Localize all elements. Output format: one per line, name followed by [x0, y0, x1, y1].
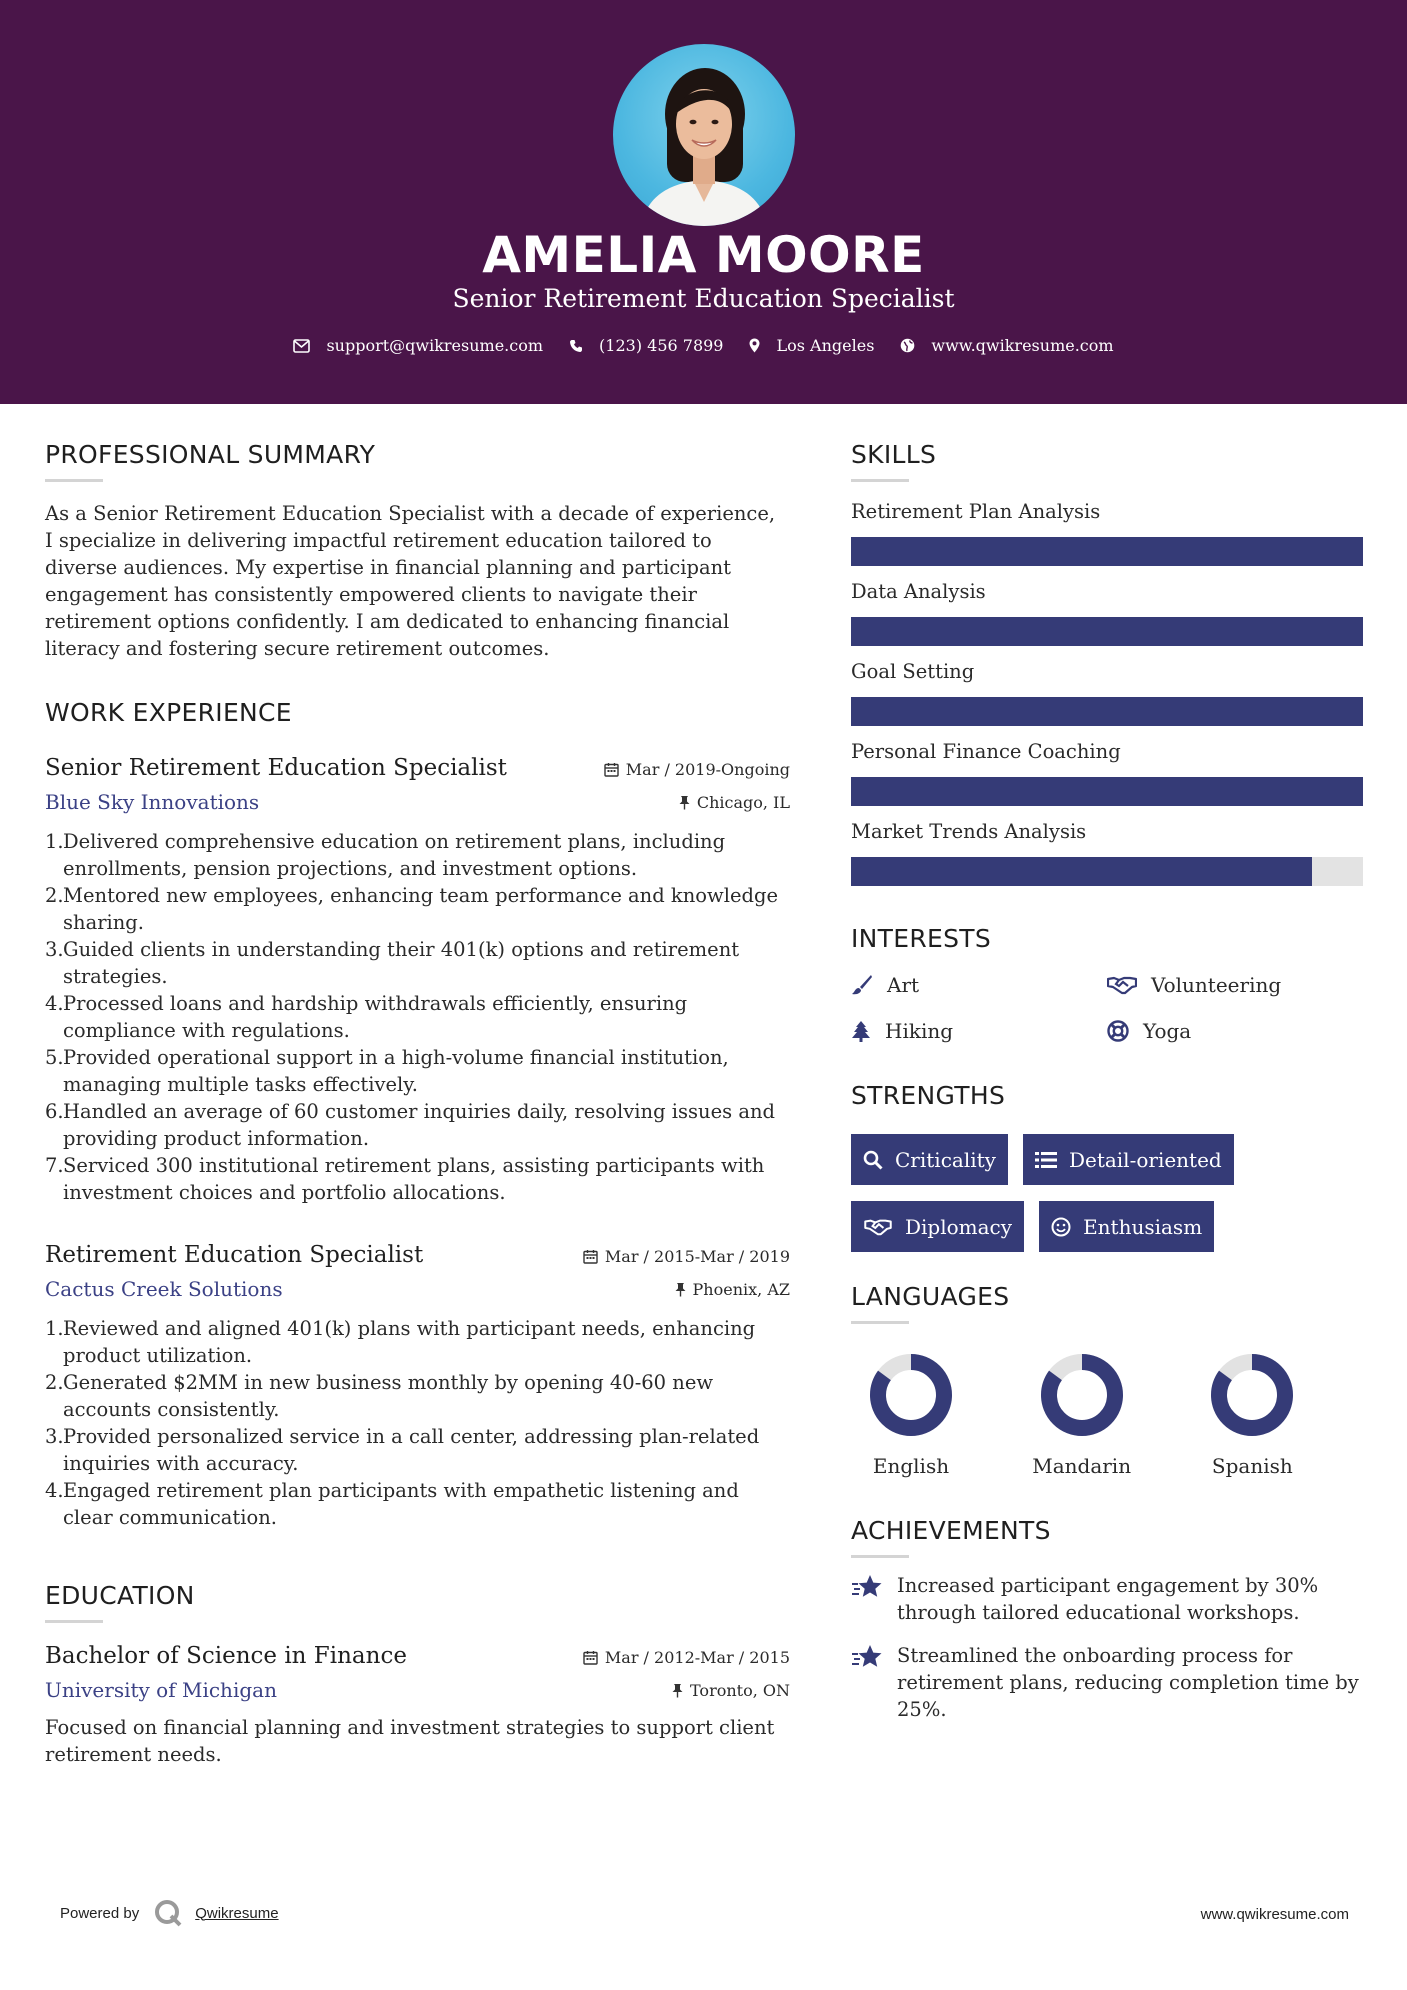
section-divider: [851, 479, 909, 482]
interests-title: INTERESTS: [851, 924, 992, 953]
pin-icon: [679, 795, 690, 810]
list-item: [45, 1044, 785, 1098]
language-donut: [851, 1350, 971, 1440]
map-pin-icon: [749, 338, 760, 353]
skill-item: [851, 500, 1363, 566]
job-location-text: Chicago, IL: [696, 793, 790, 812]
list-text: Generated $2MM in new business monthly by opening 40-60 new accounts consistently.: [63, 1371, 714, 1421]
language-donut: [1192, 1350, 1312, 1440]
company-name: Cactus Creek Solutions: [45, 1277, 283, 1301]
language-item: [1022, 1350, 1193, 1478]
skill-bar: [851, 697, 1363, 726]
achievement-text: Streamlined the onboarding process for retirement plans, reducing completion time by 25%.: [897, 1644, 1359, 1721]
education-date-text: Mar / 2012-Mar / 2015: [604, 1648, 790, 1667]
profile-photo: [613, 44, 795, 226]
strength-label: Diplomacy: [905, 1214, 1013, 1239]
list-number: 3.: [45, 1425, 64, 1448]
education-location: [672, 1681, 790, 1700]
skills-title: SKILLS: [851, 440, 937, 469]
skills-list: [851, 500, 1363, 886]
degree-title: Bachelor of Science in Finance: [45, 1643, 407, 1669]
list-number: 4.: [45, 1479, 64, 1502]
achievement-item: [851, 1572, 1363, 1626]
languages-section: [851, 1282, 1363, 1478]
summary-title: PROFESSIONAL SUMMARY: [45, 440, 376, 469]
list-item: [45, 882, 785, 936]
strength-label: Enthusiasm: [1083, 1214, 1203, 1239]
list-item: [45, 1369, 785, 1423]
contact-website[interactable]: [900, 336, 1113, 355]
summary-section: [45, 440, 790, 662]
list-item: [45, 1152, 785, 1206]
contact-phone[interactable]: [569, 336, 723, 355]
strengths-title: STRENGTHS: [851, 1081, 1006, 1110]
list-text: Processed loans and hardship withdrawals efficiently, ensuring compliance with regulations.: [63, 992, 688, 1042]
education-title: EDUCATION: [45, 1581, 195, 1610]
skills-section: [851, 440, 1363, 886]
language-item: [1192, 1350, 1363, 1478]
list-text: Handled an average of 60 customer inquiries daily, resolving issues and providing product information.: [63, 1100, 775, 1150]
footer-url[interactable]: www.qwikresume.com: [1200, 1906, 1349, 1923]
list-number: 1.: [45, 1317, 64, 1340]
list-item: [45, 1098, 785, 1152]
section-divider: [851, 1321, 909, 1324]
languages-list: [851, 1350, 1363, 1478]
language-label: Spanish: [1211, 1454, 1293, 1478]
qwikresume-logo-icon: [153, 1898, 183, 1928]
achievements-section: [851, 1516, 1363, 1723]
list-item: [45, 936, 785, 990]
left-column: [45, 440, 790, 1768]
language-label: English: [872, 1454, 950, 1478]
skill-bar: [851, 617, 1363, 646]
list-text: Guided clients in understanding their 401(k) options and retirement strategies.: [63, 938, 740, 988]
list-item: [45, 828, 785, 882]
powered-by-label: Powered by: [60, 1904, 140, 1922]
school-name: University of Michigan: [45, 1678, 277, 1702]
education-date: [583, 1648, 790, 1667]
language-item: [851, 1350, 1022, 1478]
contact-email-text: support@qwikresume.com: [326, 336, 544, 355]
qwikresume-link[interactable]: Qwikresume: [195, 1904, 279, 1922]
skill-bar-fill: [851, 697, 1363, 726]
job-entry: [45, 1242, 790, 1531]
interest-item: [851, 973, 1107, 997]
strength-chip: [1023, 1134, 1234, 1185]
achievement-text: Increased participant engagement by 30% through tailored educational workshops.: [897, 1574, 1319, 1624]
list-item: [45, 1315, 785, 1369]
achievement-item: [851, 1642, 1363, 1723]
footer-powered-by: [60, 1898, 279, 1928]
experience-section: [45, 698, 790, 1531]
job-title: Retirement Education Specialist: [45, 1242, 424, 1268]
list-item: [45, 990, 785, 1044]
section-divider: [45, 1620, 103, 1623]
phone-icon: [569, 339, 583, 353]
contact-phone-text: (123) 456 7899: [599, 336, 724, 355]
list-icon: [1035, 1151, 1057, 1169]
skill-name: Personal Finance Coaching: [851, 740, 1121, 763]
summary-text: As a Senior Retirement Education Specialist with a decade of experience, I specialize in delivering impactful retirement education tailored to diverse audiences. My expertise in financial planning and participant engagement has consistently empowered clients to navigate their retirement options confidently. I am dedicated to enhancing financial literacy and fostering secure retirement outcomes.: [45, 502, 776, 660]
right-column: [851, 440, 1363, 1723]
skill-item: [851, 580, 1363, 646]
calendar-icon: [583, 1650, 598, 1665]
job-date: [583, 1247, 790, 1266]
calendar-icon: [583, 1249, 598, 1264]
list-number: 3.: [45, 938, 64, 961]
calendar-icon: [604, 762, 619, 777]
skill-name: Goal Setting: [851, 660, 975, 683]
skill-bar-fill: [851, 857, 1312, 886]
interest-item: [851, 1019, 1107, 1043]
job-location: [679, 793, 790, 812]
list-number: 5.: [45, 1046, 64, 1069]
strength-chip: [851, 1134, 1008, 1185]
achievements-title: ACHIEVEMENTS: [851, 1516, 1051, 1545]
skill-item: [851, 820, 1363, 886]
list-text: Provided personalized service in a call center, addressing plan-related inquiries with accuracy.: [63, 1425, 760, 1475]
candidate-name: AMELIA MOORE: [482, 226, 925, 284]
contact-website-text: www.qwikresume.com: [931, 336, 1114, 355]
skill-bar-fill: [851, 537, 1363, 566]
interest-label: Yoga: [1143, 1019, 1192, 1043]
education-entry: [45, 1643, 790, 1768]
handshake-icon: [863, 1217, 893, 1237]
strength-chip: [1039, 1201, 1214, 1252]
list-item: [45, 1423, 785, 1477]
pin-icon: [675, 1282, 686, 1297]
language-donut: [1022, 1350, 1142, 1440]
job-title: Senior Retirement Education Specialist: [45, 755, 507, 781]
education-description: Focused on financial planning and investment strategies to support client retirement needs.: [45, 1716, 775, 1766]
contact-location-text: Los Angeles: [776, 336, 875, 355]
globe-icon: [900, 338, 915, 353]
interest-item: [1107, 1019, 1363, 1043]
contact-email[interactable]: [293, 336, 543, 355]
list-number: 1.: [45, 830, 64, 853]
skill-item: [851, 740, 1363, 806]
strength-chip: [851, 1201, 1024, 1252]
job-bullets: [45, 1315, 785, 1531]
list-text: Serviced 300 institutional retirement plans, assisting participants with investment choices and portfolio allocations.: [63, 1154, 765, 1204]
skill-bar: [851, 777, 1363, 806]
language-label: Mandarin: [1032, 1454, 1132, 1478]
skill-bar-fill: [851, 777, 1363, 806]
job-date-text: Mar / 2019-Ongoing: [625, 760, 790, 779]
list-text: Mentored new employees, enhancing team performance and knowledge sharing.: [63, 884, 779, 934]
star-icon: [851, 1644, 883, 1670]
interests-section: [851, 924, 1363, 1043]
job-bullets: [45, 828, 785, 1206]
interests-grid: [851, 973, 1363, 1043]
strengths-section: [851, 1081, 1363, 1252]
strength-label: Detail-oriented: [1068, 1147, 1222, 1172]
tree-icon: [851, 1020, 871, 1042]
section-divider: [45, 479, 103, 482]
interest-label: Hiking: [885, 1019, 954, 1043]
skill-bar: [851, 857, 1363, 886]
interest-item: [1107, 973, 1363, 997]
list-number: 4.: [45, 992, 64, 1015]
interest-label: Volunteering: [1151, 973, 1282, 997]
list-text: Reviewed and aligned 401(k) plans with participant needs, enhancing product utilization.: [63, 1317, 756, 1367]
list-item: [45, 1477, 785, 1531]
experience-title: WORK EXPERIENCE: [45, 698, 292, 727]
job-date: [604, 760, 790, 779]
paintbrush-icon: [851, 974, 873, 996]
list-text: Provided operational support in a high-volume financial institution, managing multiple tasks effectively.: [63, 1046, 729, 1096]
job-location: [675, 1280, 790, 1299]
strength-label: Criticality: [895, 1147, 996, 1172]
interest-label: Art: [887, 973, 920, 997]
skill-name: Retirement Plan Analysis: [851, 500, 1101, 523]
list-number: 7.: [45, 1154, 64, 1177]
skill-item: [851, 660, 1363, 726]
list-number: 6.: [45, 1100, 64, 1123]
skill-name: Market Trends Analysis: [851, 820, 1087, 843]
contact-row: [0, 336, 1407, 355]
smile-icon: [1051, 1217, 1071, 1237]
contact-location: [749, 336, 874, 355]
skill-name: Data Analysis: [851, 580, 986, 603]
life-ring-icon: [1107, 1020, 1129, 1042]
pin-icon: [672, 1683, 683, 1698]
strengths-chips: [851, 1134, 1311, 1252]
job-entry: [45, 755, 790, 1206]
candidate-role: Senior Retirement Education Specialist: [452, 284, 955, 313]
resume-header: [0, 0, 1407, 404]
education-location-text: Toronto, ON: [690, 1681, 790, 1700]
company-name: Blue Sky Innovations: [45, 790, 260, 814]
star-icon: [851, 1574, 883, 1600]
handshake-icon: [1107, 974, 1137, 996]
list-number: 2.: [45, 884, 64, 907]
education-section: [45, 1581, 790, 1768]
skill-bar: [851, 537, 1363, 566]
languages-title: LANGUAGES: [851, 1282, 1010, 1311]
job-location-text: Phoenix, AZ: [692, 1280, 790, 1299]
job-date-text: Mar / 2015-Mar / 2019: [604, 1247, 790, 1266]
section-divider: [851, 1555, 909, 1558]
list-text: Engaged retirement plan participants with empathetic listening and clear communication.: [63, 1479, 739, 1529]
skill-bar-fill: [851, 617, 1363, 646]
envelope-icon: [293, 339, 310, 353]
list-text: Delivered comprehensive education on retirement plans, including enrollments, pension projections, and investment options.: [63, 830, 726, 880]
search-icon: [863, 1150, 883, 1170]
list-number: 2.: [45, 1371, 64, 1394]
